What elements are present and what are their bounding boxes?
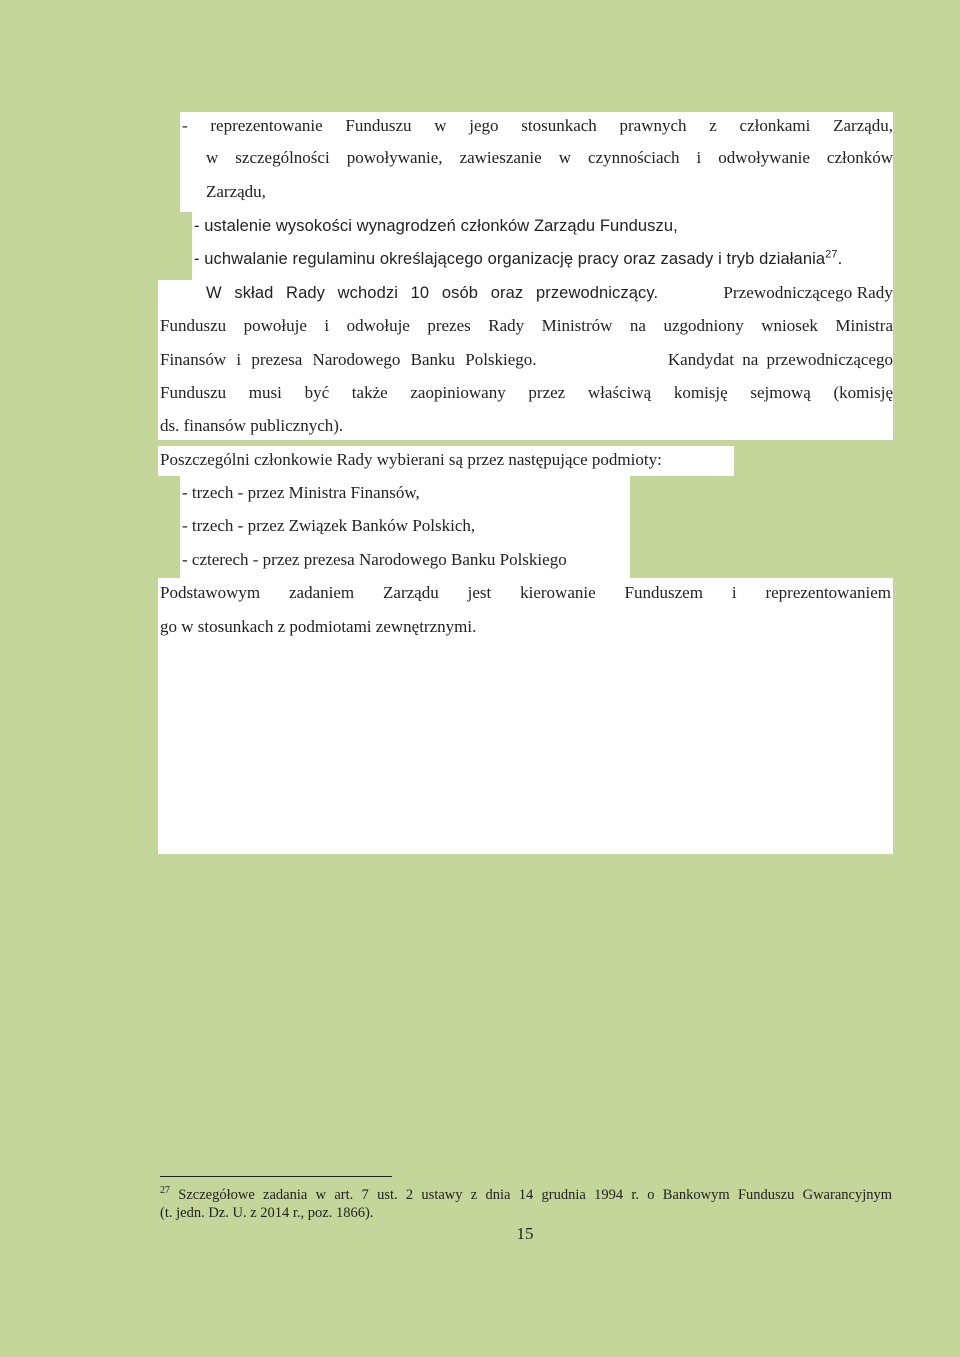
list-item-representation-end: Zarządu,: [206, 182, 266, 201]
para1-line1-a: W skład Rady wchodzi 10 osób oraz przewodniczący.: [206, 284, 659, 302]
list-item-representation: - reprezentowanie Funduszu w jego stosunkach prawnych z członkami Zarządu,: [182, 116, 893, 135]
list-item-regulations: [194, 249, 842, 269]
footnote-line2: (t. jedn. Dz. U. z 2014 r., poz. 1866).: [160, 1205, 374, 1221]
para1-line5: ds. finansów publicznych).: [160, 416, 344, 435]
para2-item-1: - trzech - przez Ministra Finansów,: [182, 483, 420, 502]
footnote-line1: [160, 1186, 892, 1204]
para3-line2: go w stosunkach z podmiotami zewnętrznymi.: [160, 617, 477, 636]
list-item-representation-cont: w szczególności powoływanie, zawieszanie w czynnościach i odwoływanie członków: [206, 148, 893, 167]
page-number: 15: [516, 1224, 534, 1243]
para2-intro: Poszczególni członkowie Rady wybierani są przez następujące podmioty:: [160, 450, 662, 469]
para1-line3-b: Kandydat na przewodniczącego: [667, 350, 893, 369]
list-item-salaries: - ustalenie wysokości wynagrodzeń członków Zarządu Funduszu,: [194, 217, 678, 235]
para1-line2: Funduszu powołuje i odwołuje prezes Rady Ministrów na uzgodniony wniosek Ministra: [160, 316, 893, 335]
footnote-number: 27: [160, 1185, 170, 1197]
footnote-line1-text: Szczegółowe zadania w art. 7 ust. 2 ustawy z dnia 14 grudnia 1994 r. o Bankowym Funduszu Gwarancyjnym: [178, 1187, 893, 1203]
para1-line3-a: Finansów i prezesa Narodowego Banku Polskiego.: [160, 350, 537, 369]
para3-line1: Podstawowym zadaniem Zarządu jest kierowanie Funduszem i reprezentowaniem: [160, 583, 891, 602]
para1-line3: [160, 350, 893, 370]
list-item-regulations-text: - uchwalanie regulaminu określającego organizację pracy oraz zasady i tryb działania: [194, 250, 826, 268]
footnote: [160, 1186, 892, 1222]
footnote-separator: [160, 1176, 392, 1177]
para1-line1-b: Przewodniczącego Rady: [723, 283, 893, 302]
para2-item-2: - trzech - przez Związek Banków Polskich,: [182, 516, 476, 535]
para1-line4: Funduszu musi być także zaopiniowany przez właściwą komisję sejmową (komisję: [160, 383, 893, 402]
para1-line1: [206, 283, 893, 303]
footnote-ref[interactable]: 27: [825, 248, 838, 261]
list-item-regulations-dot: .: [837, 250, 843, 268]
para2-item-3: - czterech - przez prezesa Narodowego Banku Polskiego: [182, 550, 567, 569]
